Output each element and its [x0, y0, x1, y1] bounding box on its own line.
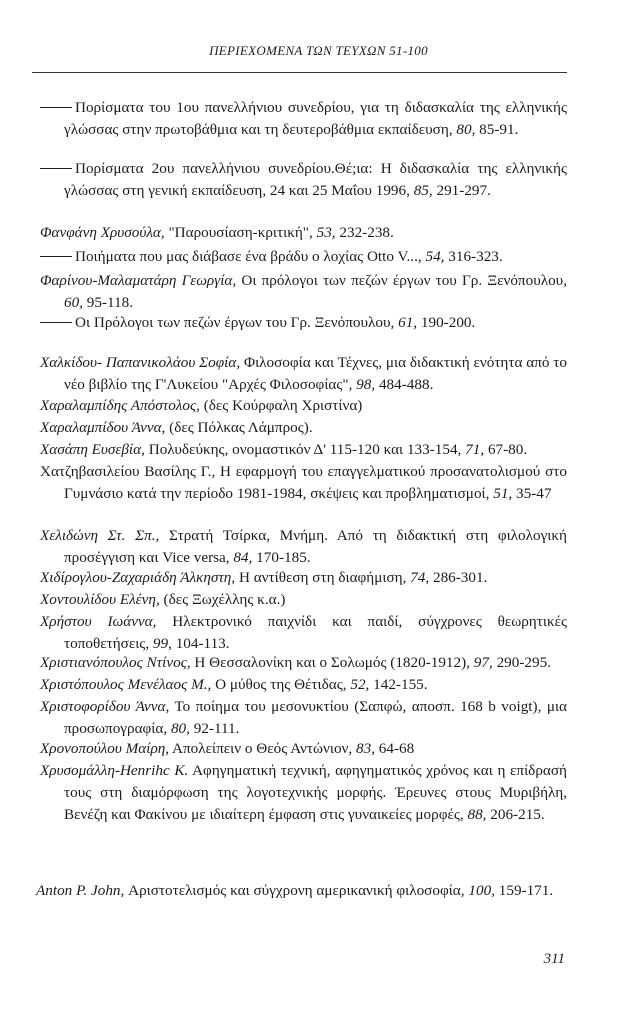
- entry-title: Ο μύθος της Θέτιδας,: [211, 676, 351, 693]
- index-entry: [40, 461, 567, 505]
- entry-title: Πορίσματα 2ου πανελλήνιου συνεδρίου.Θέ;ια: Η διδασκαλία της ελληνικής γλώσσας στη γενική εκπαίδευση, 24 και 25 Μαΐου 1996,: [64, 160, 567, 199]
- entry-author: Χοντουλίδου Ελένη,: [40, 591, 160, 608]
- entry-title: Αριστοτελισμός και σύγχρονη αμερικανική φιλοσοφία,: [124, 882, 469, 899]
- entry-title: Ηλεκτρονικό παιχνίδι και παιδί, σύγχρονες θεωρητικές τοποθετήσεις,: [64, 613, 567, 652]
- entry-author: Χρονοπούλου Μαίρη,: [40, 740, 170, 757]
- entry-author: Χριστόπουλος Μενέλαος Μ.,: [40, 676, 212, 693]
- entry-issue: 97,: [473, 654, 493, 671]
- entry-author: Χασάπη Ευσεβία,: [40, 441, 145, 458]
- entry-issue: 100,: [468, 882, 495, 899]
- index-entry: [40, 97, 567, 141]
- entry-pages: 291-297.: [432, 182, 491, 199]
- index-entry: [40, 696, 567, 740]
- entry-title: "Παρουσίαση-κριτική",: [164, 224, 317, 241]
- index-entry: [40, 525, 567, 569]
- index-entry: [40, 567, 567, 589]
- entry-pages: 316-323.: [444, 248, 503, 265]
- entry-pages: 67-80.: [484, 441, 528, 458]
- em-dash-rule: [40, 168, 72, 169]
- entry-author: Χριστοφορίδου Άννα,: [40, 698, 170, 715]
- entry-pages: 95-118.: [82, 294, 134, 311]
- entry-title: (δες Πόλκας Λάμπρος).: [165, 419, 313, 436]
- entry-title: Η αντίθεση στη διαφήμιση,: [235, 569, 411, 586]
- index-entry: [40, 760, 567, 826]
- entry-issue: 60,: [64, 294, 83, 311]
- em-dash-rule: [40, 322, 72, 323]
- entry-pages: 104-113.: [171, 635, 230, 652]
- entry-pages: 232-238.: [335, 224, 394, 241]
- index-entry: [40, 652, 567, 674]
- entry-issue: 85,: [413, 182, 433, 199]
- entry-title: Οι πρόλογοι των πεζών έργων του Γρ. Ξενόπουλου,: [236, 272, 567, 289]
- entry-title: Στρατή Τσίρκα, Μνήμη. Από τη διδακτική στη φιλολογική προσέγγιση και Vice versa,: [64, 527, 567, 566]
- entry-title: Χατζηβασιλείου Βασίλης Γ., Η εφαρμογή του επαγγελματικού προσανατολισμού στο Γυμνάσιο κατά την περίοδο 1981-1984, σκέψεις και προβληματισμοί,: [40, 463, 567, 502]
- index-entry: [40, 352, 567, 396]
- entry-author: Χρυσομάλλη-Henrihc Κ.: [40, 762, 189, 779]
- entry-title: (δες Κούρφαλη Χριστίνα): [199, 397, 363, 414]
- entry-pages: 64-68: [375, 740, 415, 757]
- index-entry: [40, 417, 567, 439]
- entry-title: (δες Ξωχέλλης κ.α.): [159, 591, 286, 608]
- entry-title: Το ποίημα του μεσονυκτίου (Σαπφώ, αποσπ. 168 b voigt), μια προσωπογραφία,: [64, 698, 568, 737]
- index-entry: [40, 674, 567, 696]
- index-entry: [40, 158, 567, 202]
- index-entry: [40, 246, 567, 268]
- entry-author: Χελιδώνη Στ. Σπ.,: [40, 527, 160, 544]
- em-dash-rule: [40, 107, 72, 108]
- entry-issue: 88,: [467, 806, 487, 823]
- entry-issue: 80,: [456, 121, 476, 138]
- entry-issue: 71,: [465, 441, 485, 458]
- index-entry: [40, 222, 567, 244]
- entry-title: Οι Πρόλογοι των πεζών έργων του Γρ. Ξενόπουλου,: [75, 314, 399, 331]
- index-entry: [40, 312, 567, 334]
- entry-title: Φιλοσοφία και Τέχνες, μια διδακτική ενότητα από το νέο βιβλίο της Γ'Λυκείου "Αρχές Φιλοσοφίας",: [64, 354, 567, 393]
- entry-title: Η Θεσσαλονίκη και ο Σολωμός (1820-1912),: [190, 654, 474, 671]
- entry-title: Πολυδεύκης, ονομαστικόν Δ' 115-120 και 133-154,: [144, 441, 466, 458]
- entry-issue: 61,: [398, 314, 418, 331]
- entry-author: Χαραλαμπίδου Άννα,: [40, 419, 166, 436]
- entry-pages: 190-200.: [417, 314, 476, 331]
- entry-pages: 290-295.: [492, 654, 551, 671]
- entry-pages: 159-171.: [494, 882, 554, 899]
- page-number: 311: [543, 951, 565, 967]
- entry-author: Χαραλαμπίδης Απόστολος,: [40, 397, 200, 414]
- entry-title: Ποιήματα που μας διάβασε ένα βράδυ ο λοχίας Otto V...,: [75, 248, 426, 265]
- entry-issue: 53,: [316, 224, 336, 241]
- em-dash-rule: [40, 256, 72, 257]
- entry-pages: 92-111.: [189, 720, 240, 737]
- entry-issue: 83,: [356, 740, 375, 757]
- entry-issue: 54,: [425, 248, 445, 265]
- entry-issue: 74,: [410, 569, 430, 586]
- entry-author: Anton P. John,: [36, 882, 125, 899]
- index-entry: [40, 589, 567, 611]
- entry-pages: 35-47: [512, 485, 552, 502]
- entry-pages: 484-488.: [375, 376, 434, 393]
- entry-issue: 98,: [356, 376, 376, 393]
- entry-author: Φανφάνη Χρυσούλα,: [40, 224, 165, 241]
- header-rule: [32, 72, 567, 73]
- entry-issue: 99,: [152, 635, 172, 652]
- index-entry: [40, 270, 567, 314]
- entry-pages: 170-185.: [252, 549, 311, 566]
- index-entry: [40, 395, 567, 417]
- entry-title: Απολείπειν ο Θεός Αντώνιον,: [169, 740, 357, 757]
- entry-author: Χρήστου Ιωάννα,: [40, 613, 157, 630]
- entry-pages: 85-91.: [475, 121, 519, 138]
- entry-author: Φαρίνου-Μαλαματάρη Γεωργία,: [40, 272, 237, 289]
- entry-title: Πορίσματα του 1ου πανελλήνιου συνεδρίου, για τη διδασκαλία της ελληνικής γλώσσας στην πρωτοβάθμια και τη δευτεροβάθμια εκπαίδευση,: [64, 99, 567, 138]
- entry-author: Χαλκίδου- Παπανικολάου Σοφία,: [40, 354, 241, 371]
- page-header: ΠΕΡΙΕΧΟΜΕΝΑ ΤΩΝ ΤΕΥΧΩΝ 51-100: [209, 43, 428, 58]
- entry-title: Αφηγηματική τεχνική, αφηγηματικός χρόνος και η επίδρασή τους στη διαμόρφωση της λογοτεχνικής μορφής. Έρευνες στους Μυριβήλη, Βενέζη και Φακίνου με ιδιαίτερη έμφαση στις γυναικείες μορφές,: [64, 762, 567, 823]
- entry-author: Χριστιανόπουλος Ντίνος,: [40, 654, 191, 671]
- entry-pages: 286-301.: [429, 569, 488, 586]
- index-entry: [40, 611, 567, 655]
- index-entry: [36, 880, 563, 902]
- entry-pages: 142-155.: [369, 676, 428, 693]
- entry-pages: 206-215.: [486, 806, 545, 823]
- entry-issue: 52,: [350, 676, 370, 693]
- entry-author: Χιδίρογλου-Ζαχαριάδη Άλκηστη,: [40, 569, 236, 586]
- entry-issue: 51,: [493, 485, 513, 502]
- entry-issue: 80,: [170, 720, 190, 737]
- index-entry: [40, 439, 567, 461]
- index-entry: [40, 738, 567, 760]
- entry-issue: 84,: [233, 549, 253, 566]
